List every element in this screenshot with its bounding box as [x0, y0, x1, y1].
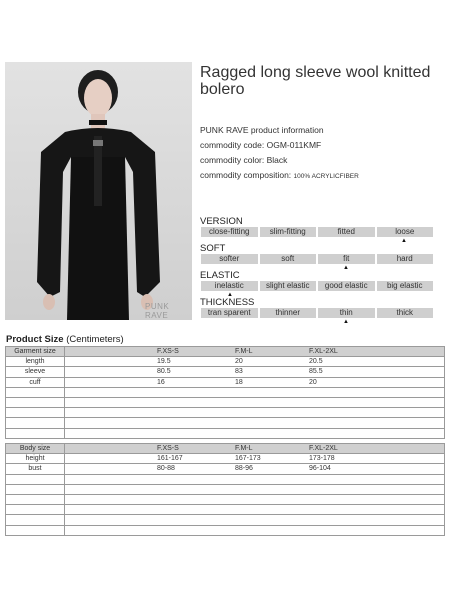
table-header-row	[6, 444, 445, 454]
table-cell	[65, 444, 445, 454]
table-row	[6, 408, 445, 418]
model-illustration	[5, 62, 192, 320]
selected-marker-icon: ▲	[343, 265, 349, 271]
size-value: 20	[309, 378, 317, 386]
garment-size-table	[5, 346, 445, 439]
size-column-header: F.XS-S	[157, 445, 179, 452]
attribute-scale-elastic	[201, 281, 433, 291]
table-header-row	[6, 347, 445, 357]
table-cell	[65, 464, 445, 474]
selected-marker-icon: ▲	[227, 292, 233, 298]
table-cell	[65, 377, 445, 387]
size-value: 173-178	[309, 455, 335, 463]
commodity-composition	[200, 168, 359, 184]
table-cell	[65, 418, 445, 428]
attribute-option: fit	[318, 254, 377, 264]
commodity-color: commodity color: Black	[200, 155, 288, 165]
table-cell	[65, 408, 445, 418]
product-size-title: Product Size	[6, 334, 64, 345]
size-value: 16	[157, 378, 165, 386]
product-size-unit: (Centimeters)	[66, 334, 124, 345]
attribute-label-version: VERSION	[200, 216, 243, 227]
table-row	[6, 505, 445, 515]
row-label: sleeve	[6, 367, 65, 377]
size-column-header: F.XL-2XL	[309, 445, 338, 452]
attribute-option: slim-fitting	[260, 227, 319, 237]
selected-marker-icon: ▲	[401, 238, 407, 244]
size-value: 85.5	[309, 368, 323, 376]
size-column-header: F.XL-2XL	[309, 348, 338, 355]
table-row	[6, 418, 445, 428]
size-value: 96-104	[309, 465, 331, 473]
composition-value: 100% ACRYLICFIBER	[293, 173, 359, 180]
table-row	[6, 474, 445, 484]
table-cell	[65, 494, 445, 504]
attribute-option: inelastic	[201, 281, 260, 291]
attribute-option: close-fitting	[201, 227, 260, 237]
size-value: 161-167	[157, 455, 183, 463]
attribute-scale-version	[201, 227, 433, 237]
row-label	[6, 418, 65, 428]
attribute-option: hard	[377, 254, 434, 264]
product-photo	[5, 62, 192, 320]
size-value: 83	[235, 368, 243, 376]
table-row	[6, 357, 445, 367]
attribute-option: good elastic	[318, 281, 377, 291]
product-size-heading	[6, 334, 124, 345]
size-value: 20	[235, 358, 243, 366]
table-cell	[65, 484, 445, 494]
table-row	[6, 428, 445, 438]
row-label	[6, 515, 65, 525]
size-column-header: F.M-L	[235, 348, 253, 355]
row-label	[6, 525, 65, 535]
table-row	[6, 515, 445, 525]
product-info	[200, 123, 359, 184]
table-cell	[65, 505, 445, 515]
size-value: 20.5	[309, 358, 323, 366]
table-row	[6, 525, 445, 535]
attribute-option: loose	[377, 227, 434, 237]
size-value: 18	[235, 378, 243, 386]
table-row	[6, 377, 445, 387]
table-cell	[65, 367, 445, 377]
attribute-option: soft	[260, 254, 319, 264]
table-header-cell: Body size	[6, 444, 65, 454]
row-label	[6, 408, 65, 418]
selected-marker-icon: ▲	[343, 319, 349, 325]
attribute-option: thick	[377, 308, 434, 318]
row-label: height	[6, 454, 65, 464]
table-cell	[65, 387, 445, 397]
table-cell	[65, 428, 445, 438]
table-row	[6, 367, 445, 377]
attribute-option: slight elastic	[260, 281, 319, 291]
size-column-header: F.XS-S	[157, 348, 179, 355]
table-header-cell: Garment size	[6, 347, 65, 357]
size-value: 80-88	[157, 465, 175, 473]
table-row	[6, 494, 445, 504]
attribute-option: thin	[318, 308, 377, 318]
table-row	[6, 387, 445, 397]
size-column-header: F.M-L	[235, 445, 253, 452]
table-row	[6, 454, 445, 464]
row-label	[6, 397, 65, 407]
row-label	[6, 484, 65, 494]
size-value: 19.5	[157, 358, 171, 366]
attribute-option: big elastic	[377, 281, 434, 291]
row-label	[6, 505, 65, 515]
attribute-scale-soft	[201, 254, 433, 264]
table-cell	[65, 515, 445, 525]
table-cell	[65, 474, 445, 484]
row-label: cuff	[6, 377, 65, 387]
attribute-label-elastic: ELASTIC	[200, 270, 240, 281]
commodity-code: commodity code: OGM-011KMF	[200, 140, 322, 150]
table-cell	[65, 347, 445, 357]
size-value: 88-96	[235, 465, 253, 473]
size-value: 80.5	[157, 368, 171, 376]
product-title: Ragged long sleeve wool knitted bolero	[200, 64, 431, 98]
attribute-scale-thickness	[201, 308, 433, 318]
info-heading: PUNK RAVE product information	[200, 125, 324, 135]
row-label: length	[6, 357, 65, 367]
table-cell	[65, 357, 445, 367]
table-cell	[65, 525, 445, 535]
table-cell	[65, 454, 445, 464]
row-label	[6, 474, 65, 484]
photo-watermark: PUNK RAVE	[145, 302, 170, 320]
attribute-option: softer	[201, 254, 260, 264]
row-label	[6, 494, 65, 504]
attribute-label-thickness: THICKNESS	[200, 297, 255, 308]
row-label	[6, 428, 65, 438]
row-label	[6, 387, 65, 397]
table-row	[6, 397, 445, 407]
body-size-table	[5, 443, 445, 536]
table-row	[6, 464, 445, 474]
attribute-option: fitted	[318, 227, 377, 237]
table-cell	[65, 397, 445, 407]
attribute-option: thinner	[260, 308, 319, 318]
attribute-option: tran sparent	[201, 308, 260, 318]
size-value: 167-173	[235, 455, 261, 463]
row-label: bust	[6, 464, 65, 474]
attribute-label-soft: SOFT	[200, 243, 226, 254]
composition-label: commodity composition:	[200, 170, 294, 180]
table-row	[6, 484, 445, 494]
